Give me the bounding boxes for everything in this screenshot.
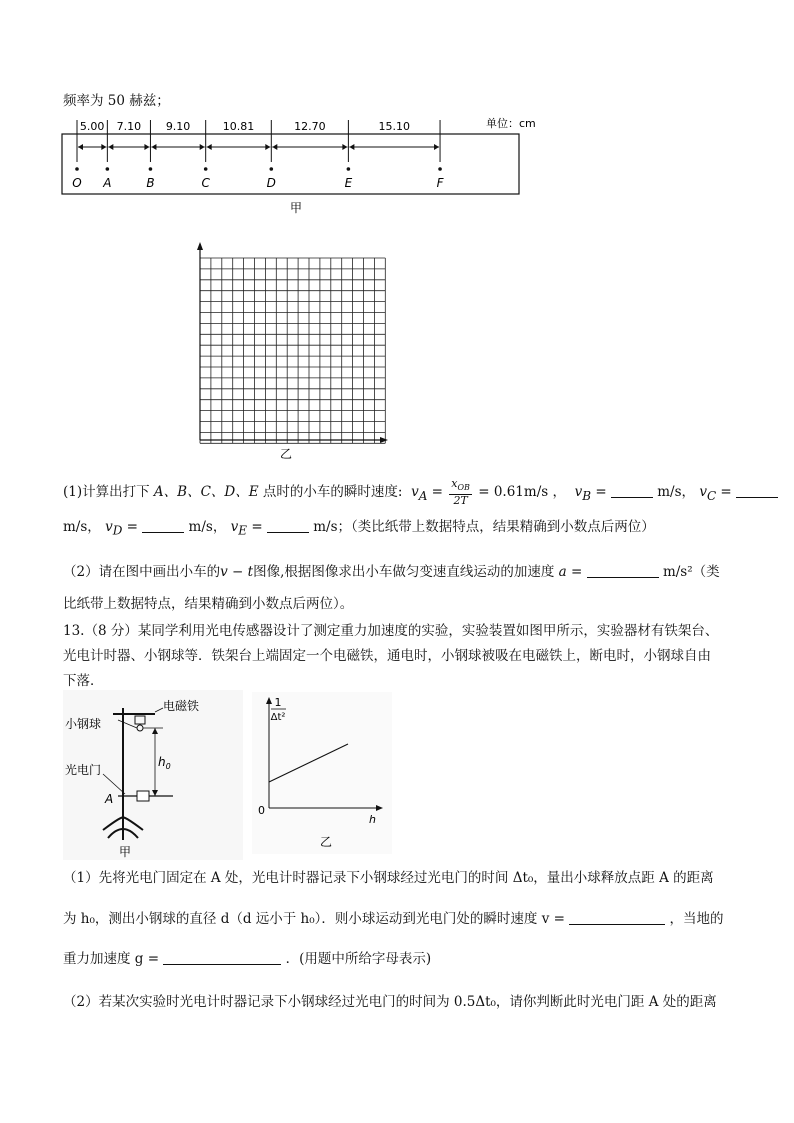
graph2-xlabel: h bbox=[369, 813, 376, 826]
q13-line1: 13.（8 分）某同学利用光电传感器设计了测定重力加速度的实验，实验装置如图甲所示，实验器材有铁架台、 bbox=[63, 623, 719, 639]
q13-line2: 光电计时器、小钢球等．铁架台上端固定一个电磁铁，通电时，小钢球被吸在电磁铁上，断电时，小钢球自由 bbox=[63, 648, 711, 664]
q13-part2-line1: （2）若某次实验时光电计时器记录下小钢球经过光电门的时间为 0.5Δt₀，请你判断此时光电门距 A 处的距离 bbox=[63, 994, 717, 1010]
q12-1-points: A、B、C、D、E bbox=[153, 484, 259, 501]
tape-point-label: F bbox=[436, 176, 444, 190]
tape-dot bbox=[204, 167, 208, 171]
intro-line: 频率为 50 赫兹； bbox=[63, 93, 170, 109]
vC-blank[interactable] bbox=[736, 483, 778, 498]
graph2-origin: 0 bbox=[258, 804, 265, 817]
tape-segment-label: 5.00 bbox=[79, 120, 105, 133]
q12-part2-line2: 比纸带上数据特点，结果精确到小数点后两位）。 bbox=[63, 596, 354, 612]
label-electromagnet: 电磁铁 bbox=[163, 699, 200, 713]
tape-segment-label: 15.10 bbox=[378, 120, 410, 133]
tape-dot bbox=[75, 167, 79, 171]
velocity-blank[interactable] bbox=[569, 910, 665, 925]
graph2-ylabel-den: Δt² bbox=[270, 712, 286, 723]
vA-value: = 0.61m/s ， bbox=[478, 484, 566, 501]
apparatus-caption: 甲 bbox=[119, 845, 132, 859]
paper-tape-figure bbox=[60, 112, 560, 222]
tape-frame bbox=[62, 134, 519, 194]
graph2-ylabel-num: 1 bbox=[274, 696, 282, 709]
acceleration-blank[interactable] bbox=[587, 563, 659, 578]
photogate bbox=[137, 791, 149, 801]
vE-blank[interactable] bbox=[267, 518, 309, 533]
q12-part2-line1: （2）请在图中画出小车的v − t图像,根据图像求出小车做匀变速直线运动的加速度 a = m/s²（类 bbox=[63, 564, 720, 580]
tape-segment-label: 7.10 bbox=[116, 120, 142, 133]
tape-point-label: E bbox=[344, 176, 353, 190]
graph2-caption: 乙 bbox=[320, 835, 333, 849]
inverse-dt2-vs-h-graph bbox=[252, 692, 392, 854]
q13-part1-line3: 重力加速度 g = ．(用题中所给字母表示) bbox=[63, 951, 432, 967]
q12-1-mid: 点时的小车的瞬时速度: bbox=[262, 484, 403, 501]
label-h0: $h_0$ bbox=[158, 755, 171, 771]
q13-part1-line2: 为 h₀，测出小钢球的直径 d（d 远小于 h₀）．则小球运动到光电门处的瞬时速度 v = ，当地的 bbox=[63, 911, 724, 927]
tape-point-label: D bbox=[266, 176, 276, 190]
v-t-grid-figure bbox=[190, 240, 400, 462]
tape-dot bbox=[438, 167, 442, 171]
q13-part1-line1: （1）先将光电门固定在 A 处，光电计时器记录下小钢球经过光电门的时间 Δt₀，量出小球释放点距 A 的距离 bbox=[63, 870, 714, 886]
q12-part1-line2: m/s， $v_D = m/s$， $v_E = m/s$；（类比纸带上数据特点，结果精确到小数点后两位） bbox=[63, 519, 655, 538]
tape-segment-label: 9.10 bbox=[165, 120, 191, 133]
tape-unit-label: 单位：cm bbox=[486, 117, 536, 130]
grid-caption: 乙 bbox=[280, 447, 293, 461]
label-photogate: 光电门 bbox=[65, 763, 102, 777]
y-axis-arrow bbox=[197, 242, 203, 250]
tape-dot bbox=[347, 167, 351, 171]
grid-lines bbox=[200, 258, 385, 443]
tape-point-label: B bbox=[146, 176, 155, 190]
vA-fraction: $\frac{x_{OB}}{2T}$ bbox=[451, 477, 470, 508]
tape-dot bbox=[149, 167, 153, 171]
tape-dot bbox=[106, 167, 110, 171]
tape-dot bbox=[270, 167, 274, 171]
vB-blank[interactable] bbox=[611, 483, 653, 498]
label-steel-ball: 小钢球 bbox=[65, 717, 102, 731]
vD-blank[interactable] bbox=[142, 518, 184, 533]
tape-caption: 甲 bbox=[290, 201, 303, 215]
x-axis-arrow bbox=[380, 437, 388, 443]
tape-segment-label: 12.70 bbox=[294, 120, 326, 133]
gravity-blank[interactable] bbox=[163, 950, 281, 965]
q12-1-note: ；（类比纸带上数据特点，结果精确到小数点后两位） bbox=[337, 519, 655, 535]
label-A: A bbox=[105, 792, 114, 806]
q12-1-prefix: (1)计算出打下 bbox=[63, 484, 150, 501]
tape-arrows bbox=[78, 120, 439, 150]
q12-part1-line1: (1)计算出打下 A、B、C、D、E 点时的小车的瞬时速度: $v_A$ = $\frac{x_{OB}}{2T}$ = 0.61m/s ， $v_B = m/s$， $v_C$ = bbox=[63, 478, 778, 507]
q13-line3: 下落． bbox=[63, 673, 104, 689]
tape-point-label: O bbox=[72, 176, 82, 190]
tape-point-label: A bbox=[103, 176, 112, 190]
apparatus-figure bbox=[63, 690, 243, 860]
tape-point-label: C bbox=[201, 176, 210, 190]
tape-segment-label: 10.81 bbox=[222, 120, 255, 133]
